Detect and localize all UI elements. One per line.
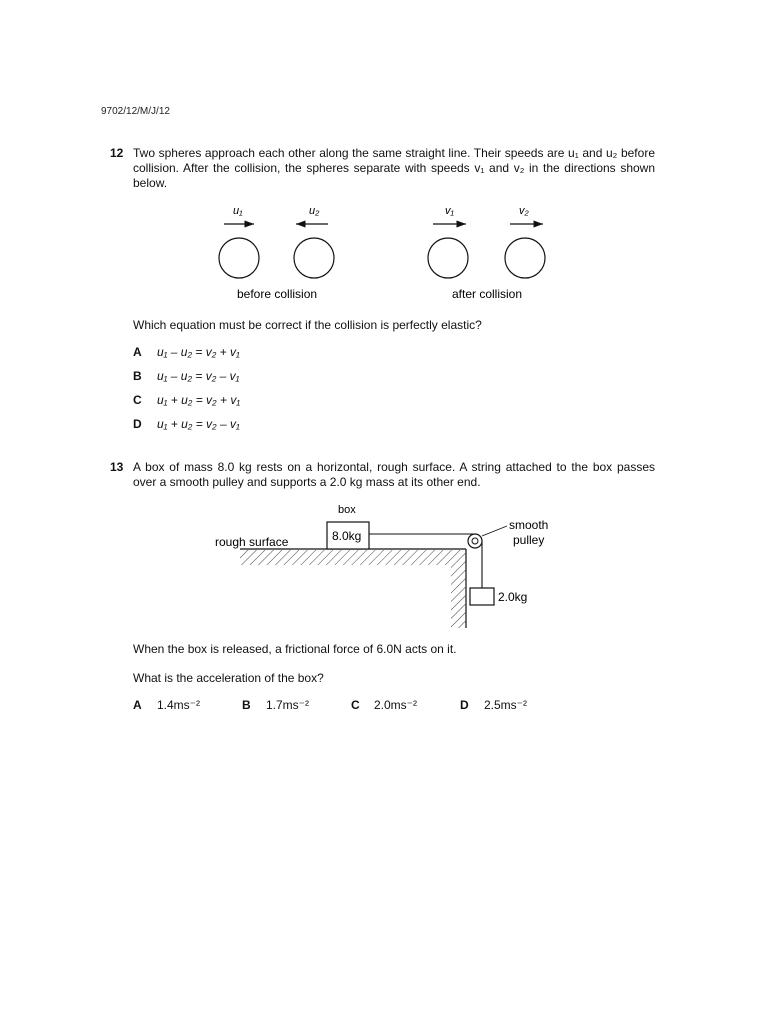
box-label: box — [338, 504, 356, 516]
pulley-label-smooth: smooth — [509, 518, 549, 532]
q12-option-d-letter: D — [133, 417, 142, 431]
q13-option-b-text[interactable]: 1.7ms⁻² — [266, 698, 310, 712]
box-mass-label: 8.0kg — [332, 529, 362, 543]
q12-option-c-text[interactable]: u₁ + u₂ = v₂ + v₁ — [157, 393, 241, 407]
q13-option-c-letter: C — [351, 698, 360, 712]
q12-option-d-text[interactable]: u₁ + u₂ = v₂ – v₁ — [157, 417, 240, 431]
q13-option-b-letter: B — [242, 698, 251, 712]
q13-option-a-text[interactable]: 1.4ms⁻² — [157, 698, 201, 712]
q13-question: What is the acceleration of the box? — [133, 671, 324, 685]
q12-number: 12 — [110, 146, 124, 160]
surface-hatching — [240, 550, 466, 565]
pulley-pointer — [482, 526, 507, 536]
q12-option-b-text[interactable]: u₁ – u₂ = v₂ – v₁ — [157, 369, 240, 383]
pulley-label-pulley: pulley — [513, 533, 545, 547]
u1-label: u₁ — [233, 205, 243, 217]
v1-label: v₁ — [445, 205, 454, 217]
before-collision-label: before collision — [237, 287, 318, 301]
v2-label: v₂ — [519, 205, 529, 217]
q12-option-c-letter: C — [133, 393, 142, 407]
hanging-mass — [470, 588, 494, 605]
q12-option-a-letter: A — [133, 345, 142, 359]
q12-text: Two spheres approach each other along the same straight line. Their speeds are u₁ and u₂ before collision. After the collision, the spheres separate with speeds v₁ and v₂ in the directions shown below. — [133, 146, 655, 190]
q13-option-a-letter: A — [133, 698, 142, 712]
q12-question: Which equation must be correct if the collision is perfectly elastic? — [133, 318, 482, 332]
paper-code: 9702/12/M/J/12 — [101, 106, 170, 117]
q13-option-d-letter: D — [460, 698, 469, 712]
q13-number: 13 — [110, 460, 124, 474]
u2-label: u₂ — [309, 205, 320, 217]
q13-option-c-text[interactable]: 2.0ms⁻² — [374, 698, 418, 712]
q13-statement: When the box is released, a frictional force of 6.0N acts on it. — [133, 642, 457, 656]
q12-option-a-text[interactable]: u₁ – u₂ = v₂ + v₁ — [157, 345, 240, 359]
q12-option-b-letter: B — [133, 369, 142, 383]
edge-hatching — [451, 565, 466, 628]
q13-option-d-text[interactable]: 2.5ms⁻² — [484, 698, 528, 712]
pulley — [468, 534, 482, 548]
rough-surface-label: rough surface — [215, 535, 289, 549]
q13-text: A box of mass 8.0 kg rests on a horizontal, rough surface. A string attached to the box passes over a smooth pulley and supports a 2.0 kg mass at its other end. — [133, 460, 655, 489]
hanging-mass-label: 2.0kg — [498, 590, 528, 604]
after-collision-label: after collision — [452, 287, 523, 301]
